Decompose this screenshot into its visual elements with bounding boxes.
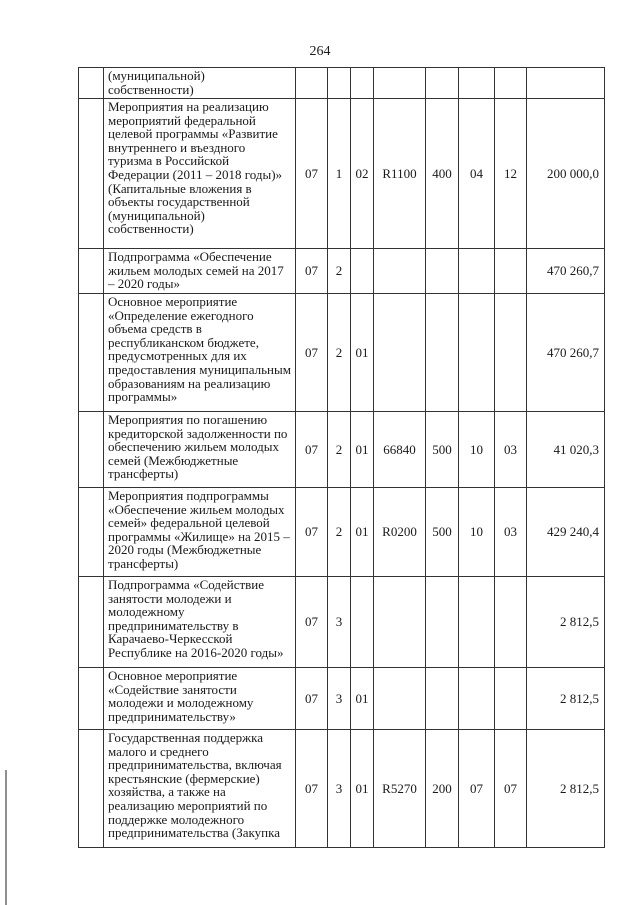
direction-code: [374, 249, 426, 294]
amount: [527, 68, 605, 99]
subdivision-code: [495, 577, 527, 668]
expense-type-code: [426, 249, 459, 294]
table-row: [79, 412, 605, 488]
measure-code: 02: [351, 99, 374, 249]
section-code: 07: [296, 249, 328, 294]
index-cell: [79, 99, 104, 249]
division-code: [459, 668, 495, 730]
item-name: Подпрограмма «Содействие занятости молодежи и молодежному предпринимательству в Карачаево-Черкесской Республике на 2016-2020 годы»: [104, 577, 296, 668]
measure-code: 01: [351, 668, 374, 730]
direction-code: [374, 294, 426, 412]
direction-code: [374, 577, 426, 668]
table-row: [79, 249, 605, 294]
expense-type-code: 400: [426, 99, 459, 249]
subdivision-code: [495, 68, 527, 99]
table-row: [79, 668, 605, 730]
amount: 2 812,5: [527, 730, 605, 848]
measure-code: 01: [351, 488, 374, 577]
division-code: 10: [459, 488, 495, 577]
subprogram-code: 2: [328, 294, 351, 412]
index-cell: [79, 412, 104, 488]
section-code: 07: [296, 294, 328, 412]
item-name: Мероприятия по погашению кредиторской задолженности по обеспечению жильем молодых семей (Межбюджетные трансферты): [104, 412, 296, 488]
page-number: 264: [309, 44, 331, 59]
section-code: 07: [296, 730, 328, 848]
index-cell: [79, 294, 104, 412]
subdivision-code: [495, 294, 527, 412]
subprogram-code: 2: [328, 488, 351, 577]
section-code: 07: [296, 412, 328, 488]
item-name: (муниципальной) собственности): [104, 68, 296, 99]
direction-code: [374, 668, 426, 730]
division-code: 10: [459, 412, 495, 488]
section-code: [296, 68, 328, 99]
subprogram-code: 2: [328, 412, 351, 488]
amount: 41 020,3: [527, 412, 605, 488]
index-cell: [79, 249, 104, 294]
subprogram-code: 1: [328, 99, 351, 249]
index-cell: [79, 68, 104, 99]
item-name: Основное мероприятие «Содействие занятости молодежи и молодежному предпринимательству»: [104, 668, 296, 730]
subdivision-code: [495, 249, 527, 294]
subdivision-code: 07: [495, 730, 527, 848]
table-row: [79, 294, 605, 412]
subdivision-code: 12: [495, 99, 527, 249]
subprogram-code: [328, 68, 351, 99]
division-code: [459, 294, 495, 412]
subdivision-code: 03: [495, 412, 527, 488]
expense-type-code: [426, 577, 459, 668]
subprogram-code: 2: [328, 249, 351, 294]
item-name: Мероприятия подпрограммы «Обеспечение жильем молодых семей» федеральной целевой программы «Жилище» на 2015 – 2020 годы (Межбюджетные трансферты): [104, 488, 296, 577]
section-code: 07: [296, 577, 328, 668]
direction-code: [374, 68, 426, 99]
measure-code: 01: [351, 294, 374, 412]
expense-type-code: [426, 668, 459, 730]
direction-code: R0200: [374, 488, 426, 577]
measure-code: [351, 249, 374, 294]
index-cell: [79, 730, 104, 848]
subdivision-code: [495, 668, 527, 730]
direction-code: R1100: [374, 99, 426, 249]
item-name: [104, 730, 296, 848]
index-cell: [79, 668, 104, 730]
item-name-text: Государственная поддержка малого и среднего предпринимательства, включая крестьянские (фермерские) хозяйства, а также на реализацию мероприятий по поддержке молодежного предпринимательства (Закупка: [108, 731, 282, 841]
division-code: [459, 577, 495, 668]
expense-type-code: 200: [426, 730, 459, 848]
division-code: [459, 249, 495, 294]
division-code: [459, 68, 495, 99]
subprogram-code: 3: [328, 668, 351, 730]
table-row: [79, 488, 605, 577]
division-code: 07: [459, 730, 495, 848]
subprogram-code: 3: [328, 577, 351, 668]
index-cell: [79, 488, 104, 577]
scan-edge-mark: [5, 770, 7, 905]
amount: 470 260,7: [527, 294, 605, 412]
direction-code: R5270: [374, 730, 426, 848]
expense-type-code: 500: [426, 412, 459, 488]
item-name: Мероприятия на реализацию мероприятий федеральной целевой программы «Развитие внутреннего и въездного туризма в Российской Федерации (2011 – 2018 годы)» (Капитальные вложения в объекты государственной (муниципальной) собственности): [104, 99, 296, 249]
measure-code: 01: [351, 730, 374, 848]
item-name: Подпрограмма «Обеспечение жильем молодых семей на 2017 – 2020 годы»: [104, 249, 296, 294]
table-row: [79, 99, 605, 249]
section-code: 07: [296, 488, 328, 577]
amount: 429 240,4: [527, 488, 605, 577]
table-row: [79, 730, 605, 848]
amount: 2 812,5: [527, 577, 605, 668]
amount: 200 000,0: [527, 99, 605, 249]
table-row: [79, 68, 605, 99]
table-row: [79, 577, 605, 668]
subprogram-code: 3: [328, 730, 351, 848]
index-cell: [79, 577, 104, 668]
expense-type-code: [426, 68, 459, 99]
measure-code: [351, 577, 374, 668]
measure-code: 01: [351, 412, 374, 488]
budget-table: [78, 67, 605, 848]
section-code: 07: [296, 99, 328, 249]
section-code: 07: [296, 668, 328, 730]
subdivision-code: 03: [495, 488, 527, 577]
measure-code: [351, 68, 374, 99]
expense-type-code: 500: [426, 488, 459, 577]
item-name: Основное мероприятие «Определение ежегодного объема средств в республиканском бюджете, предусмотренных для их предоставления муниципальным образованиям на реализацию программы»: [104, 294, 296, 412]
division-code: 04: [459, 99, 495, 249]
direction-code: 66840: [374, 412, 426, 488]
expense-type-code: [426, 294, 459, 412]
amount: 470 260,7: [527, 249, 605, 294]
amount: 2 812,5: [527, 668, 605, 730]
